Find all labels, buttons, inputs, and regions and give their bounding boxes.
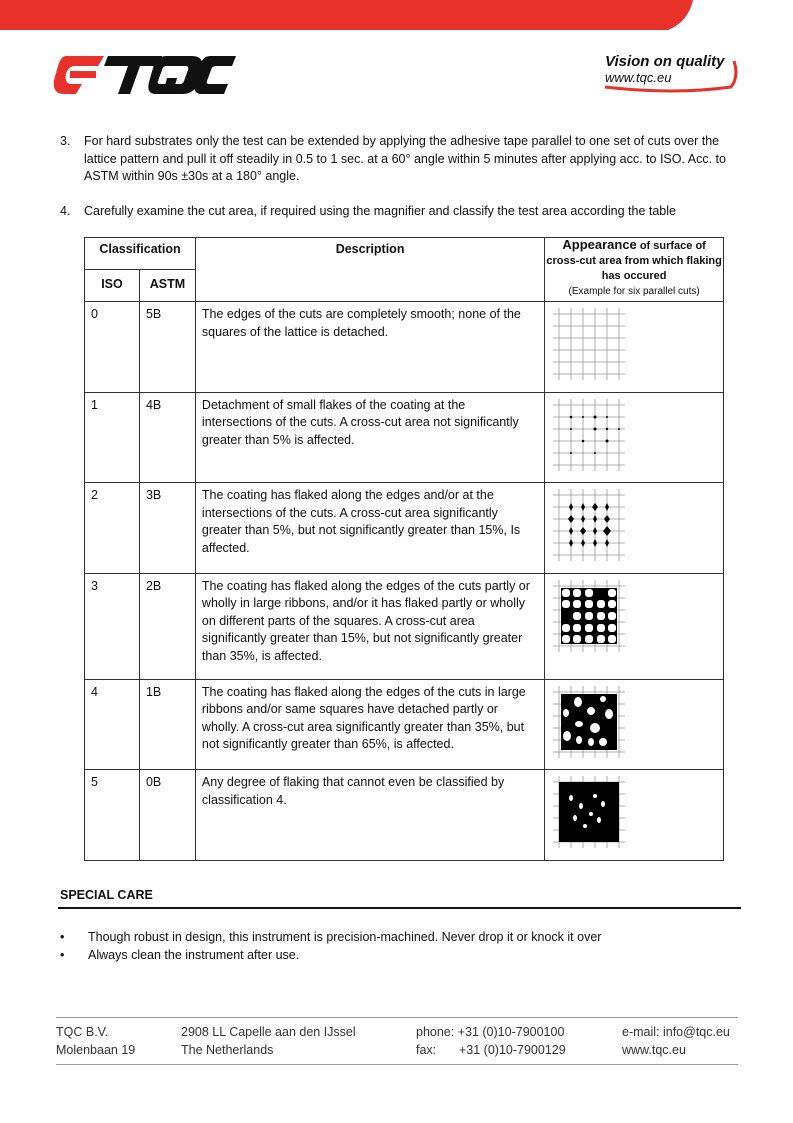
- tagline-text: Vision on quality: [605, 53, 725, 70]
- tagline-block: [603, 53, 743, 97]
- astm-value: 1B: [139, 679, 195, 770]
- description-header: Description: [195, 238, 544, 302]
- lattice-0B-image: [551, 774, 627, 850]
- astm-value: 3B: [139, 483, 195, 574]
- iso-value: 1: [85, 392, 140, 483]
- special-care-title: SPECIAL CARE: [60, 888, 153, 902]
- description-text: The coating has flaked along the edges of the cuts in large ribbons and/or same squares have detached partly or wholly. A cross-cut area significantly greater than 35%, but not significantly greater than 65%, is affected.: [195, 679, 544, 770]
- iso-header: ISO: [85, 270, 140, 302]
- special-care-list: [60, 929, 601, 964]
- footer-contact: [622, 1023, 730, 1059]
- description-text: The coating has flaked along the edges of the cuts partly or wholly in large ribbons, and/or it has flaked partly or wholly on different parts of the squares. A cross-cut area significantly greater than 15%, but not significantly greater than 35%, is affected.: [195, 573, 544, 679]
- table-row: [85, 679, 724, 770]
- website-text: www.tqc.eu: [605, 70, 672, 85]
- website-link[interactable]: www.tqc.eu: [622, 1043, 686, 1057]
- astm-value: 5B: [139, 302, 195, 393]
- astm-value: 2B: [139, 573, 195, 679]
- astm-header: ASTM: [139, 270, 195, 302]
- astm-value: 0B: [139, 770, 195, 861]
- list-item-text: Always clean the instrument after use.: [88, 947, 300, 962]
- step-number: 3.: [60, 134, 71, 148]
- lattice-5B-image: [551, 306, 627, 382]
- company-name: TQC B.V.: [56, 1025, 109, 1039]
- appearance-cell: [545, 573, 724, 679]
- description-text: Detachment of small flakes of the coating at the intersections of the cuts. A cross-cut area not significantly greater than 5% is affected.: [195, 392, 544, 483]
- table-row: [85, 302, 724, 393]
- iso-value: 5: [85, 770, 140, 861]
- fax-label: fax:: [416, 1043, 437, 1057]
- bullet-icon: •: [60, 930, 65, 944]
- table-row: [85, 392, 724, 483]
- iso-value: 0: [85, 302, 140, 393]
- lattice-1B-image: [551, 684, 627, 760]
- country: The Netherlands: [181, 1043, 274, 1057]
- description-text: The coating has flaked along the edges and/or at the intersections of the cuts. A cross-cut area significantly greater than 5%, but not significantly greater than 15%, Is affected.: [195, 483, 544, 574]
- table-row: [85, 483, 724, 574]
- astm-value: 4B: [139, 392, 195, 483]
- section-divider: [58, 907, 741, 909]
- step-number: 4.: [60, 204, 71, 218]
- fax-number: +31 (0)10-7900129: [459, 1043, 566, 1057]
- appearance-cell: [545, 679, 724, 770]
- footer-address: [181, 1023, 356, 1059]
- phone-label: phone:: [416, 1025, 455, 1039]
- appearance-note: (Example for six parallel cuts): [568, 286, 700, 297]
- iso-value: 4: [85, 679, 140, 770]
- appearance-cell: [545, 392, 724, 483]
- appearance-title: Appearance: [562, 237, 637, 252]
- footer-top-line: [56, 1017, 738, 1018]
- iso-value: 3: [85, 573, 140, 679]
- list-item: [60, 929, 601, 947]
- email-link[interactable]: e-mail: info@tqc.eu: [622, 1025, 730, 1039]
- appearance-header: [545, 238, 724, 302]
- footer-phone-fax: [416, 1023, 566, 1059]
- step-text: Carefully examine the cut area, if required using the magnifier and classify the test area according the table: [84, 204, 676, 218]
- classification-table: [84, 237, 724, 861]
- appearance-cell: [545, 302, 724, 393]
- lattice-4B-image: [551, 397, 627, 473]
- iso-value: 2: [85, 483, 140, 574]
- lattice-3B-image: [551, 487, 627, 563]
- header-band: [0, 0, 793, 40]
- footer-bottom-line: [56, 1064, 738, 1065]
- phone-number: +31 (0)10-7900100: [457, 1025, 565, 1039]
- footer-company: [56, 1023, 135, 1059]
- classification-header: Classification: [85, 238, 196, 270]
- list-item-text: Though robust in design, this instrument is precision-machined. Never drop it or knock it over: [88, 930, 602, 944]
- appearance-cell: [545, 483, 724, 574]
- table-row: [85, 770, 724, 861]
- tqc-logo: [52, 52, 237, 96]
- postal-address: 2908 LL Capelle aan den IJssel: [181, 1025, 356, 1039]
- description-text: Any degree of flaking that cannot even be classified by classification 4.: [195, 770, 544, 861]
- description-text: The edges of the cuts are completely smooth; none of the squares of the lattice is detached.: [195, 302, 544, 393]
- appearance-cell: [545, 770, 724, 861]
- step-text: For hard substrates only the test can be extended by applying the adhesive tape parallel to one set of cuts over the lattice pattern and pull it off steadily in 0.5 to 1 sec. at a 60° angle within 5 minutes after applying acc. to ISO. Acc. to ASTM within 90s ±30s at a 180° angle.: [84, 134, 726, 183]
- lattice-2B-image: [551, 578, 627, 654]
- table-row: [85, 573, 724, 679]
- bullet-icon: •: [60, 947, 65, 962]
- company-street: Molenbaan 19: [56, 1043, 136, 1057]
- list-item: [60, 947, 601, 965]
- appearance-subtitle: of surface of cross-cut area from which flaking has occured: [546, 240, 722, 282]
